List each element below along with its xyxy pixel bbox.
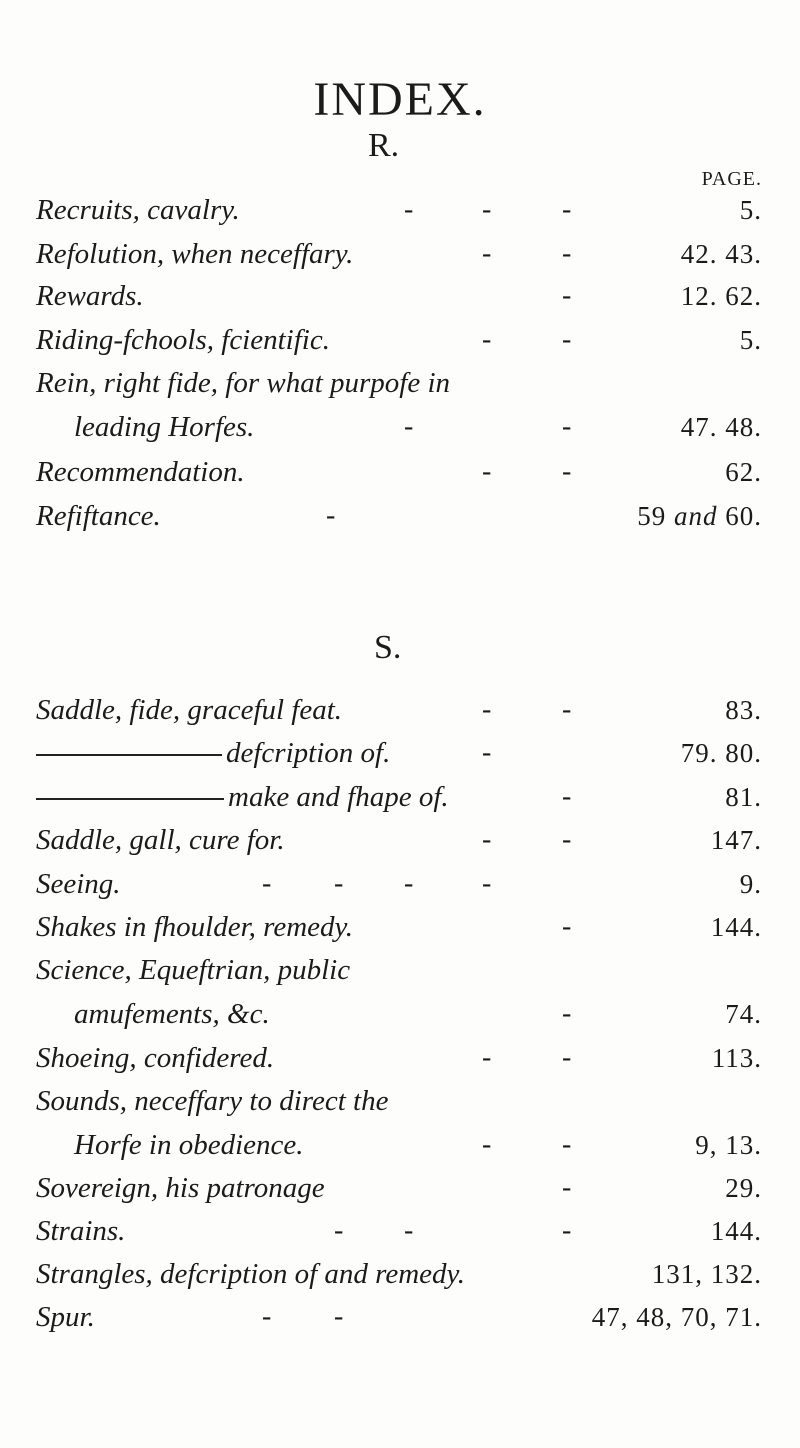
leader-dash: -: [482, 456, 492, 487]
leader-dash: -: [482, 868, 492, 899]
leader-dash: -: [334, 1301, 344, 1332]
entry-term: Refolution, when neceffary.: [36, 238, 354, 270]
leader-dash: -: [334, 868, 344, 899]
leader-dash: -: [334, 1215, 344, 1246]
leader-dash: -: [482, 737, 492, 768]
entry-pages: 147.: [710, 825, 762, 855]
leader-dash: -: [562, 998, 572, 1029]
page-column-header: PAGE.: [701, 168, 762, 190]
leader-dash: -: [562, 911, 572, 942]
leader-dash: -: [562, 1172, 572, 1203]
entry-term-continuation: Horfe in obedience.: [74, 1129, 304, 1161]
entry-term: [36, 777, 449, 817]
leader-dash: -: [562, 411, 572, 442]
leader-dash: -: [562, 1215, 572, 1246]
leader-dash: -: [482, 324, 492, 355]
entry-pages: 9, 13.: [695, 1130, 762, 1160]
index-entry: [0, 496, 800, 536]
leader-dash: -: [404, 411, 414, 442]
index-entry: [0, 452, 800, 492]
entry-term-continuation: amufements, &c.: [74, 998, 270, 1030]
ditto-rule: [36, 798, 224, 800]
entry-pages-prefix: 59: [637, 501, 667, 531]
entry-pages: 9.: [739, 869, 762, 899]
index-entry: [0, 690, 800, 730]
entry-term-continuation: leading Horfes.: [74, 411, 255, 443]
entry-term-text: make and fhape of.: [228, 781, 449, 813]
entry-term: Shakes in fhoulder, remedy.: [36, 911, 354, 943]
leader-dash: -: [262, 1301, 272, 1332]
entry-pages: 131, 132.: [651, 1259, 762, 1289]
entry-term: Strains.: [36, 1215, 126, 1247]
leader-dash: -: [562, 280, 572, 311]
leader-dash: -: [482, 1042, 492, 1073]
section-letter-s: S.: [374, 629, 402, 666]
index-entry: [0, 1254, 800, 1294]
entry-term: Sovereign, his patronage: [36, 1172, 325, 1204]
leader-dash: -: [262, 868, 272, 899]
index-entry: [0, 864, 800, 904]
leader-dash: -: [562, 238, 572, 269]
entry-pages: 79. 80.: [680, 738, 762, 768]
leader-dash: -: [562, 694, 572, 725]
entry-term: Spur.: [36, 1301, 95, 1333]
leader-dash: -: [562, 1042, 572, 1073]
index-entry: [0, 777, 800, 817]
leader-dash: -: [482, 1129, 492, 1160]
entry-term: Science, Equeftrian, public: [36, 954, 351, 986]
index-entry: [0, 1297, 800, 1337]
entry-term: Rewards.: [36, 280, 144, 312]
entry-term: [36, 733, 390, 773]
entry-term: Shoeing, confidered.: [36, 1042, 275, 1074]
leader-dash: -: [562, 781, 572, 812]
entry-pages: 42. 43.: [680, 239, 762, 269]
entry-term: Strangles, defcription of and remedy.: [36, 1258, 466, 1290]
entry-term: Saddle, fide, graceful feat.: [36, 694, 343, 726]
index-entry: [0, 320, 800, 360]
leader-dash: -: [562, 194, 572, 225]
entry-term: Saddle, gall, cure for.: [36, 824, 285, 856]
index-entry: [0, 1081, 800, 1165]
index-entry: [0, 276, 800, 316]
leader-dash: -: [562, 824, 572, 855]
index-entry: [0, 1211, 800, 1251]
index-entry: [0, 820, 800, 860]
entry-pages: 144.: [710, 1216, 762, 1246]
leader-dash: -: [404, 1215, 414, 1246]
entry-term: Refiftance.: [36, 500, 161, 532]
entry-term: Rein, right fide, for what purpofe in: [36, 367, 451, 399]
index-entry: [0, 190, 800, 230]
leader-dash: -: [326, 500, 336, 531]
index-entry: [0, 234, 800, 274]
entry-term: Riding-fchools, fcientific.: [36, 324, 330, 356]
leader-dash: -: [562, 1129, 572, 1160]
index-entry: [0, 1038, 800, 1078]
index-entry: [0, 733, 800, 773]
ditto-rule: [36, 754, 222, 756]
entry-pages: 12. 62.: [680, 281, 762, 311]
entry-pages: 62.: [725, 457, 762, 487]
entry-pages: 5.: [739, 195, 762, 225]
entry-pages: 47, 48, 70, 71.: [591, 1302, 762, 1332]
entry-pages-suffix: 60.: [725, 501, 762, 531]
entry-pages: 83.: [725, 695, 762, 725]
leader-dash: -: [482, 694, 492, 725]
leader-dash: -: [482, 194, 492, 225]
leader-dash: -: [562, 456, 572, 487]
index-entry: [0, 1168, 800, 1208]
section-letter-r: R.: [368, 127, 400, 164]
entry-pages: 81.: [725, 782, 762, 812]
entry-term: Sounds, neceffary to direct the: [36, 1085, 389, 1117]
leader-dash: -: [404, 868, 414, 899]
entry-pages: 74.: [725, 999, 762, 1029]
entry-pages: 113.: [711, 1043, 762, 1073]
index-entry: [0, 950, 800, 1034]
entry-pages: [637, 496, 762, 536]
entry-term-text: defcription of.: [226, 737, 391, 769]
leader-dash: -: [562, 324, 572, 355]
index-entry: [0, 907, 800, 947]
page-title: INDEX.: [313, 73, 487, 126]
entry-pages: 29.: [725, 1173, 762, 1203]
leader-dash: -: [404, 194, 414, 225]
entry-term: Seeing.: [36, 868, 121, 900]
leader-dash: -: [482, 824, 492, 855]
entry-term: Recruits, cavalry.: [36, 194, 240, 226]
entry-pages: 5.: [739, 325, 762, 355]
index-entry: [0, 363, 800, 447]
leader-dash: -: [482, 238, 492, 269]
entry-pages-connector: and: [674, 501, 718, 531]
entry-pages: 47. 48.: [680, 412, 762, 442]
entry-pages: 144.: [710, 912, 762, 942]
entry-term: Recommendation.: [36, 456, 245, 488]
